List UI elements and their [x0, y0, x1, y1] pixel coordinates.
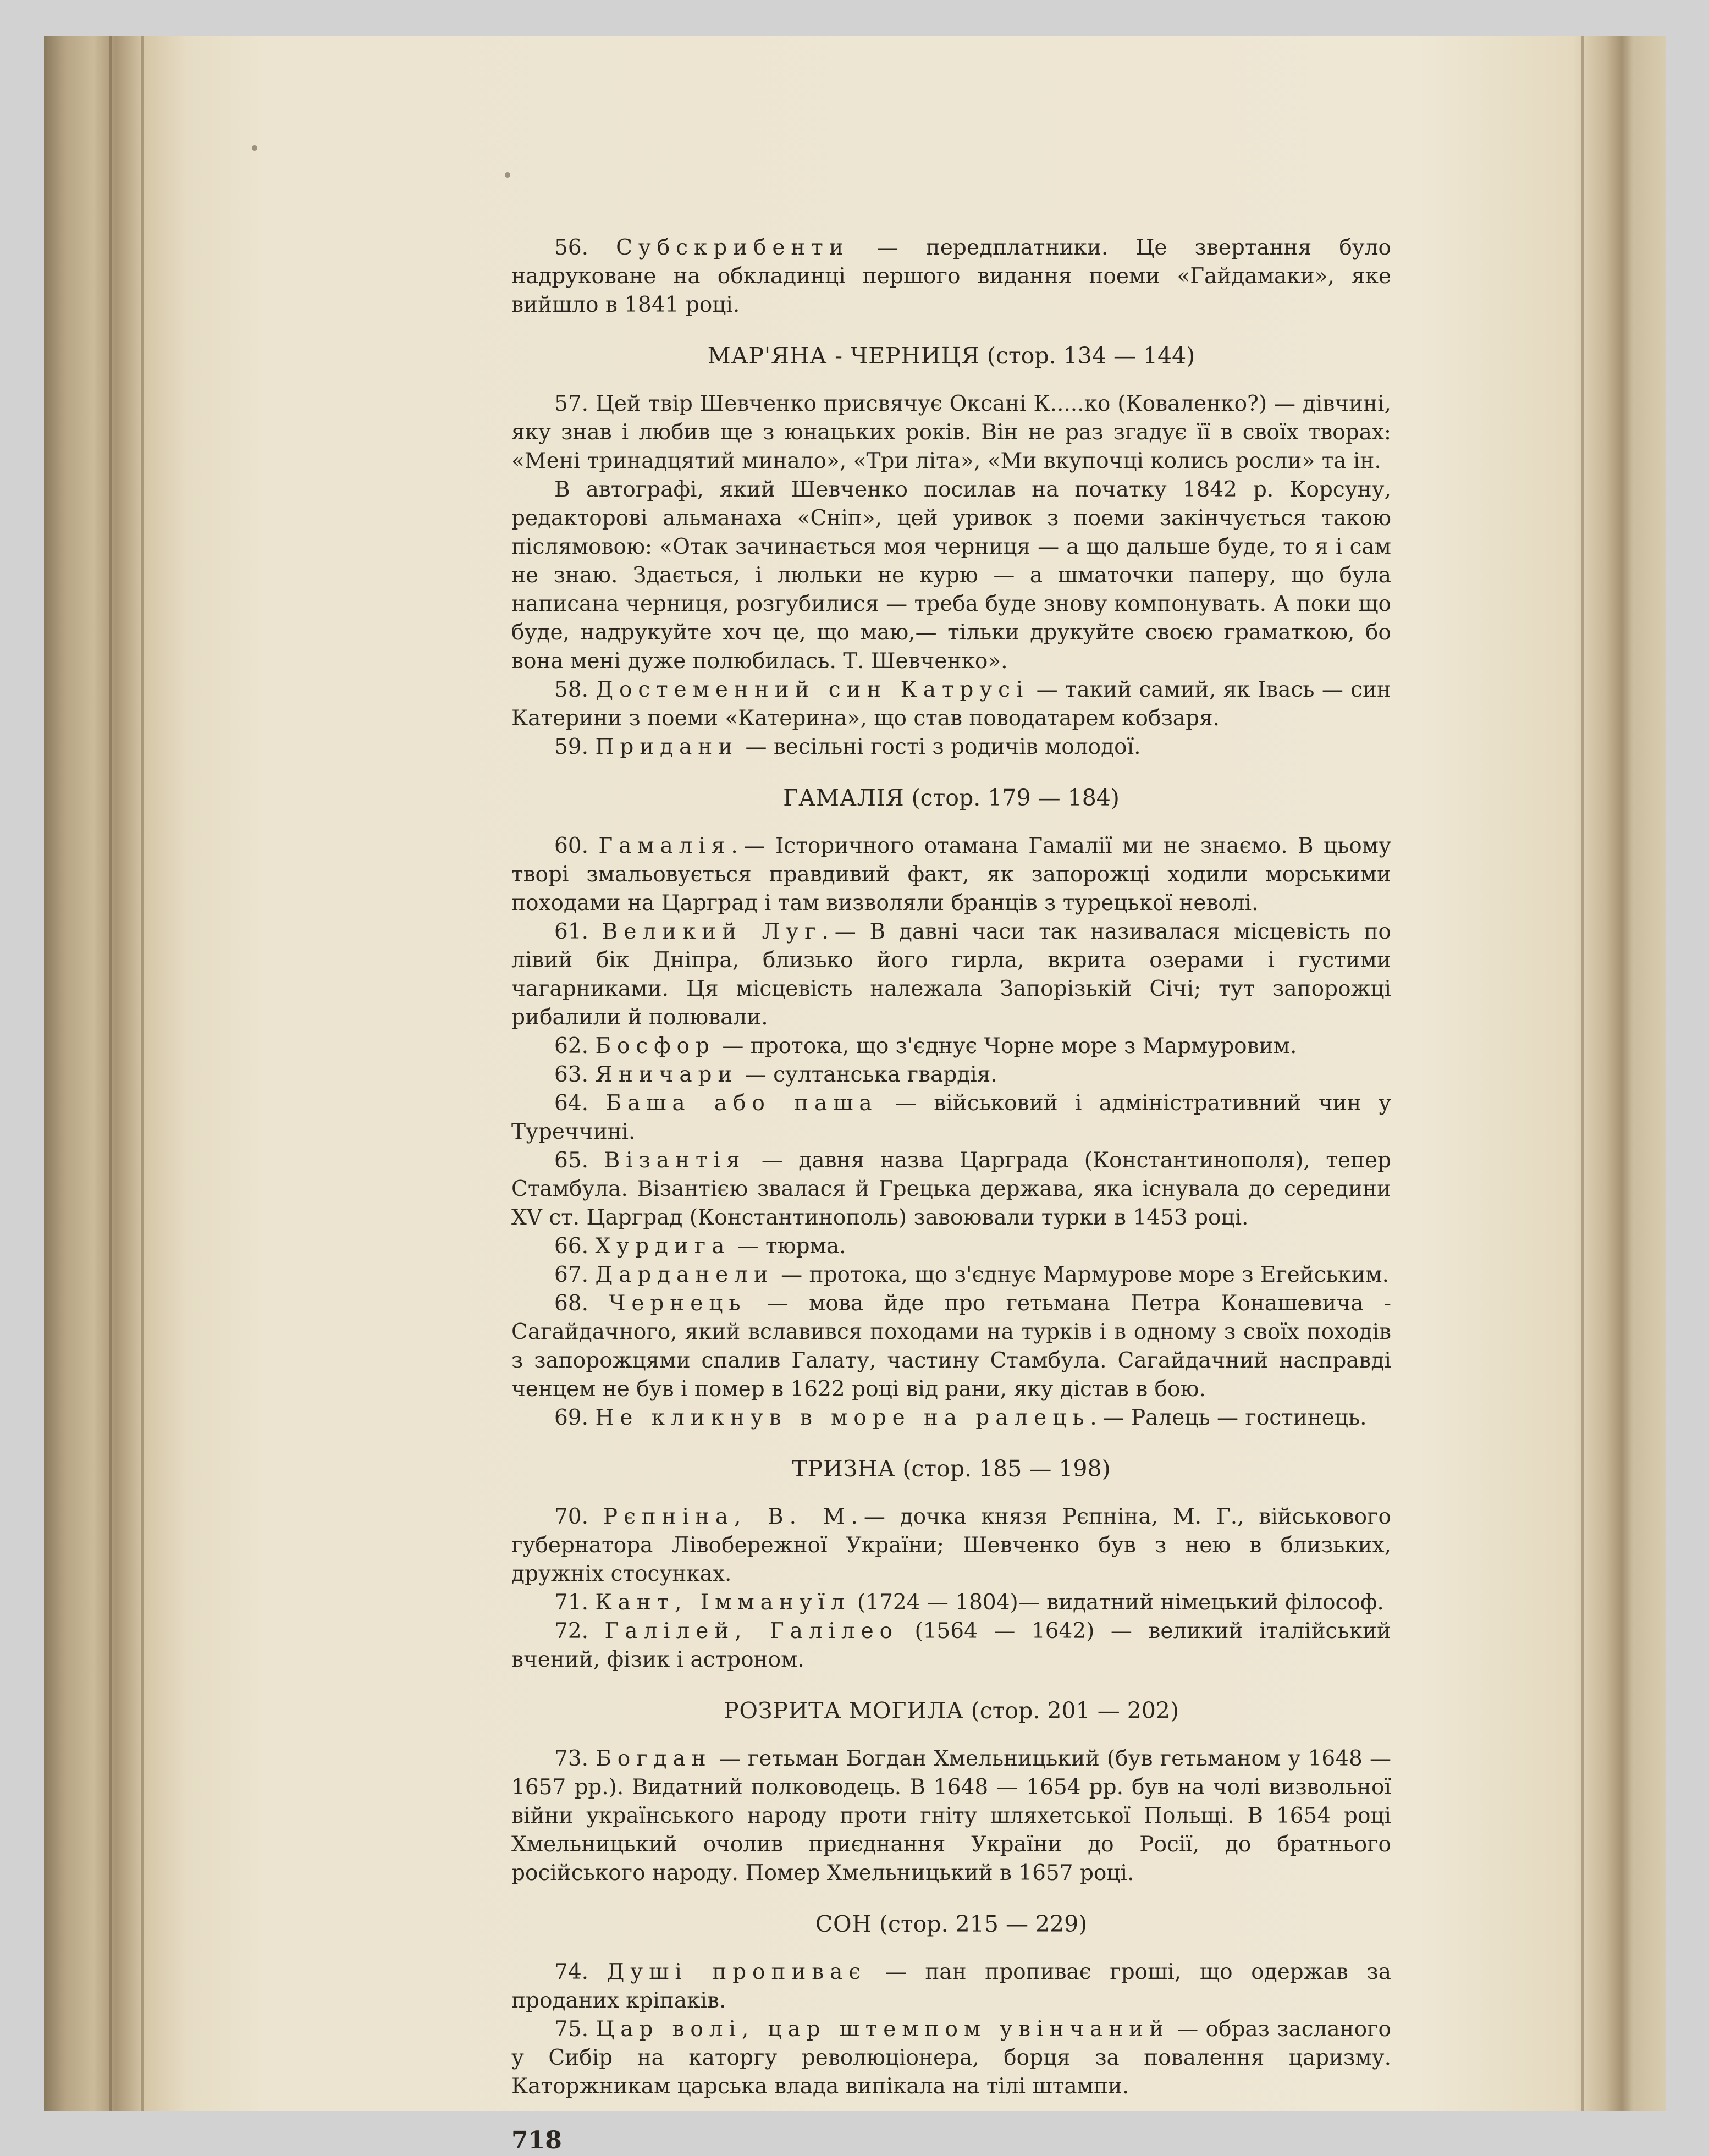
- note-text: — мова йде про гетьмана Петра Конашевича - Сагайдачного, який вславився походами на турків і в одному з своїх походів з запорожцями спалив Галату, частину Стамбула. Сагайдачний насправді ченцем не був і помер в 1622 році від рани, яку дістав в бою.: [511, 1291, 1391, 1402]
- note-term: Субскрибенти: [616, 235, 850, 260]
- note-number: 58.: [554, 677, 589, 702]
- note-paragraph: [511, 1404, 1391, 1432]
- note-number: 68.: [554, 1291, 589, 1316]
- note-paragraph: [511, 1745, 1391, 1888]
- note-number: 71.: [554, 1590, 589, 1615]
- note-term: Візантія: [604, 1148, 746, 1173]
- note-paragraph: [511, 1089, 1391, 1146]
- section-title: МАР'ЯНА - ЧЕРНИЦЯ: [707, 343, 980, 369]
- note-term: Рєпніна, В. М.: [603, 1504, 864, 1529]
- note-paragraph: [511, 390, 1391, 476]
- ink-smudge: [505, 172, 510, 178]
- note-paragraph: [511, 1503, 1391, 1589]
- section-heading: [511, 1453, 1391, 1484]
- section-title: РОЗРИТА МОГИЛА: [723, 1697, 964, 1724]
- note-text: — пан пропиває гроші, що одержав за проданих кріпаків.: [511, 1960, 1391, 2013]
- note-paragraph: [511, 476, 1391, 676]
- note-term: Галілей, Галілео: [604, 1619, 898, 1644]
- ink-smudge: [252, 145, 257, 151]
- note-number: 73.: [554, 1746, 589, 1771]
- note-paragraph: [511, 1061, 1391, 1089]
- note-text: — гетьман Богдан Хмельницький (був гетьманом у 1648 — 1657 рр.). Видатний полководець. В 1648 — 1654 рр. був на чолі визвольної війни українського народу проти гніту шляхетської Польщі. В 1654 році Хмельницький очолив приєднання України до Росії, до братнього російського народу. Помер Хмельницький в 1657 році.: [511, 1746, 1391, 1885]
- note-number: 57.: [554, 392, 589, 416]
- note-text: — образ засланого у Сибір на каторгу революціонера, борця за повалення царизму. Каторжникам царська влада випікала на тілі штампи.: [511, 2017, 1391, 2099]
- note-text: — такий самий, як Івась — син Катерини з поеми «Катерина», що став поводатарем кобзаря.: [511, 677, 1391, 731]
- note-term: Достеменний син Катрусі: [596, 677, 1029, 702]
- note-text: — військовий і адміністративний чин у Туреччині.: [511, 1091, 1391, 1144]
- section-pages: (стор. 201 — 202): [971, 1697, 1179, 1724]
- note-term: Гамалія.: [598, 834, 744, 858]
- note-paragraph: [511, 1146, 1391, 1232]
- note-number: 65.: [554, 1148, 589, 1173]
- note-term: Цар волі, цар штемпом увінчаний: [596, 2017, 1170, 2042]
- note-term: Придани: [595, 735, 739, 759]
- note-text: — тюрма.: [730, 1234, 846, 1259]
- note-paragraph: [511, 1289, 1391, 1404]
- note-number: 75.: [554, 2017, 589, 2042]
- note-term: Босфор: [595, 1034, 715, 1058]
- note-term: Богдан: [596, 1746, 712, 1771]
- note-term: Хурдига: [595, 1234, 731, 1259]
- note-number: 66.: [554, 1234, 589, 1259]
- note-text: Цей твір Шевченко присвячує Оксані К.....ко (Коваленко?) — дівчині, яку знав і любив ще з юнацьких років. Він не раз згадує її в своїх творах: «Мені тринадцятий минало», «Три літа», «Ми вкупочці колись росли» та ін.: [511, 392, 1391, 473]
- note-paragraph: [511, 676, 1391, 733]
- note-number: 64.: [554, 1091, 589, 1116]
- note-term: Дарданели: [595, 1262, 774, 1287]
- note-text: — В давні часи так називалася місцевість по лівий бік Дніпра, близько його гирла, вкрита озерами і густими чагарниками. Ця місцевість належала Запорізькій Січі; тут запорожці рибалили й полювали.: [511, 919, 1391, 1030]
- section-pages: (стор. 185 — 198): [902, 1455, 1111, 1482]
- note-paragraph: [511, 234, 1391, 319]
- note-paragraph: [511, 1232, 1391, 1261]
- note-term: Кант, Іммануїл: [595, 1590, 851, 1615]
- note-text: — протока, що з'єднує Чорне море з Мармуровим.: [715, 1034, 1297, 1058]
- section-title: ТРИЗНА: [792, 1455, 896, 1482]
- section-pages: (стор. 134 — 144): [987, 343, 1195, 369]
- note-number: 61.: [554, 919, 589, 944]
- note-text: — Ралець — гостинець.: [1102, 1405, 1367, 1430]
- note-paragraph: [511, 1958, 1391, 2015]
- note-term: Чернець: [609, 1291, 747, 1316]
- note-text: — султанська гвардія.: [738, 1062, 997, 1087]
- note-term: Яничари: [595, 1062, 738, 1087]
- section-heading: [511, 1909, 1391, 1939]
- note-paragraph: [511, 1617, 1391, 1674]
- note-paragraph: [511, 1589, 1391, 1617]
- note-number: 56.: [554, 235, 589, 260]
- note-paragraph: [511, 1032, 1391, 1061]
- note-number: 62.: [554, 1034, 589, 1058]
- note-paragraph: [511, 2015, 1391, 2101]
- page-edge-line: [141, 36, 144, 2111]
- notes-text-block: [511, 234, 1391, 2156]
- section-title: ГАМАЛІЯ: [783, 785, 905, 811]
- section-title: СОН: [815, 1911, 872, 1937]
- section-heading: [511, 340, 1391, 371]
- note-term: Баша або паша: [605, 1091, 878, 1116]
- note-paragraph: [511, 918, 1391, 1032]
- note-number: 67.: [554, 1262, 589, 1287]
- note-text: — протока, що з'єднує Мармурове море з Егейським.: [774, 1262, 1390, 1287]
- note-term: Душі пропиває: [607, 1960, 867, 1984]
- note-number: 74.: [554, 1960, 589, 1984]
- note-paragraph: [511, 733, 1391, 762]
- note-text: — дочка князя Рєпніна, М. Г., військового губернатора Лівобережної України; Шевченко був з нею в близьких, дружніх стосунках.: [511, 1504, 1392, 1586]
- section-pages: (стор. 215 — 229): [879, 1911, 1088, 1937]
- page-edge-line: [109, 36, 112, 2111]
- section-pages: (стор. 179 — 184): [911, 785, 1120, 811]
- section-heading: [511, 1695, 1391, 1726]
- note-text: (1564 — 1642) — великий італійський вчений, фізик і астроном.: [511, 1619, 1391, 1672]
- note-text: (1724 — 1804)— видатний німецький філософ.: [850, 1590, 1384, 1615]
- note-number: 70.: [554, 1504, 589, 1529]
- note-number: 63.: [554, 1062, 589, 1087]
- note-number: 72.: [554, 1619, 589, 1644]
- note-text: — весільні гості з родичів молодої.: [738, 735, 1141, 759]
- page-edge-line: [1581, 36, 1584, 2111]
- note-number: 69.: [554, 1405, 589, 1430]
- note-term: Не кликнув в море на ралець.: [595, 1405, 1103, 1430]
- note-text: — передплатники. Це звертання було надруковане на обкладинці першого видання поеми «Гайдамаки», яке вийшло в 1841 році.: [511, 235, 1391, 317]
- note-term: Великий Луг.: [602, 919, 835, 944]
- note-number: 60.: [554, 834, 589, 858]
- note-paragraph: [511, 1261, 1391, 1289]
- section-heading: [511, 782, 1391, 813]
- note-text: — Історичного отамана Гамалії ми не знаємо. В цьому творі змальовується правдивий факт, як запорожці ходили морськими походами на Царград і там визволяли бранців з турецької неволі.: [511, 834, 1391, 916]
- page-number: 718: [511, 2126, 562, 2154]
- note-paragraph: [511, 832, 1391, 918]
- note-text: — давня назва Царграда (Константинополя), тепер Стамбула. Візантією звалася й Грецька держава, яка існувала до середини XV ст. Царград (Константинополь) завоювали турки в 1453 році.: [511, 1148, 1391, 1230]
- note-text: В автографі, який Шевченко посилав на початку 1842 р. Корсуну, редакторові альманаха «Сніп», цей уривок з поеми закінчується такою післямовою: «Отак зачинається моя черниця — а що дальше буде, то я і сам не знаю. Здається, і люльки не курю — а шматочки паперу, що була написана черниця, розгубилися — треба буде знову компонувать. А поки що буде, надрукуйте хоч це, що маю,— тільки друкуйте своєю граматкою, бо вона мені дуже полюбилась. Т. Шевченко».: [511, 477, 1391, 674]
- note-number: 59.: [554, 735, 589, 759]
